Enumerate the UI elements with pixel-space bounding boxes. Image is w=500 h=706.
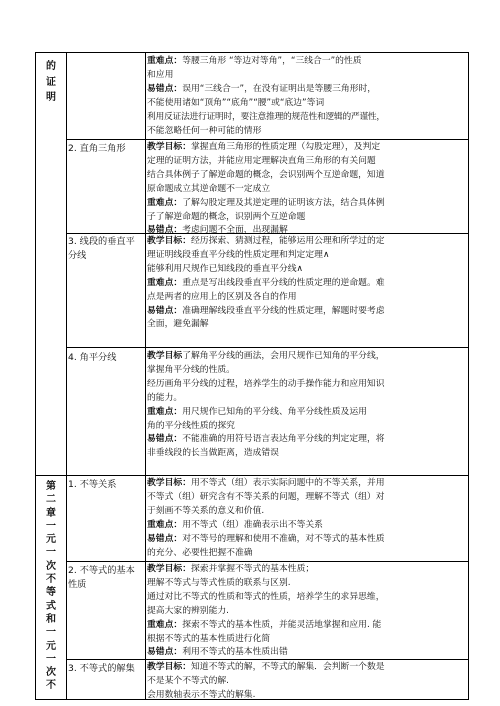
line-text: 理证明线段垂直平分线的性质定理和判定定理∧ [147,249,330,260]
chapter-character: 元 [46,640,56,652]
section-title-line: 2. 直角三角形 [68,143,126,154]
content-line [147,125,465,139]
line-text: 理解不等式与等式性质的联系与区别. [147,577,291,588]
line-text: 对不等号的理解和使用不准确，对不等式的基本性质 [182,533,385,544]
content-line [147,675,465,689]
content-line [147,577,465,591]
line-label: 重难点： [147,519,183,530]
line-label: 易错点： [147,533,183,544]
chapter-1-label [36,59,66,106]
section-title-line: 性质 [68,579,87,590]
section-title-line: 4. 角平分线 [68,352,117,363]
line-text: 定理的证明方法，并能应用定理解决直角三角形的有关问题 [147,155,376,166]
content-line [147,477,465,491]
content-line [147,97,465,111]
chapter-character: 等 [46,587,56,599]
content-line [147,111,465,125]
line-text: 准确理解线段垂直平分线的性质定理，解题时要考虑 [182,305,385,316]
chapter-character: 一 [46,520,56,532]
line-label: 教学目标： [147,564,191,574]
line-text: 知道不等式的解，不等式的解集．会判断一个数是 [191,662,385,672]
line-label: 易错点： [147,225,183,236]
chapter-character: 第 [46,481,56,492]
line-text: 用不等式（组）准确表示出不等关系 [182,519,323,530]
content-line [147,433,465,447]
content-line [147,378,465,392]
row-content [147,661,465,703]
line-text: 于刻画不等关系的意义和价值. [147,505,265,516]
content-line [147,533,465,547]
chapter-character: 明 [46,92,56,104]
chapter-character: 次 [46,560,56,572]
line-text: 误用“三线合一”，在没有证明出是等腰三角形时， [182,83,377,94]
line-text: 根据不等式的基本性质进行化简 [147,633,271,644]
line-text: 的能力。 [147,392,183,403]
chapter-divider [36,475,468,476]
line-text: 经历探索、猜测过程，能够运用公理和所学过的定 [191,236,385,246]
column-divider [66,53,67,699]
chapter-character: 一 [46,627,56,639]
line-label: 易错点： [147,305,183,316]
line-text: 用不等式（组）表示实际问题中的不等关系，并用 [191,478,385,488]
section-title-line: 2. 不等式的基本 [68,565,135,576]
content-line [147,633,465,647]
line-text: 子了解逆命题的概念，识别两个互逆命题 [147,211,306,222]
row-content [147,141,465,238]
chapter-2-label [36,480,66,693]
content-line [147,169,465,183]
row-divider [66,347,468,348]
line-text: 重点是写出线段垂直平分线的性质定理的逆命题。难 [182,277,385,288]
chapter-character: 和 [46,613,56,625]
line-text: 结合具体例子了解逆命题的概念，会识别两个互逆命题，知道 [147,169,385,180]
line-text: 用尺规作已知角的平分线、角平分线性质及运用 [182,406,367,417]
content-line [147,519,465,533]
line-text: 不是某个不等式的解. [147,675,229,686]
line-text: 经历画角平分线的过程，培养学生的动手操作能力和应用知识 [147,378,385,389]
line-label: 易错点： [147,83,183,94]
content-line [147,563,465,577]
section-title-line: 3. 线段的垂直平 [68,236,135,247]
curriculum-table [35,52,469,700]
line-text: 不等式（组）研究含有不等关系的问题，理解不等式（组）对 [147,491,385,502]
section-title-line: 1. 不等关系 [68,479,117,490]
chapter-character: 式 [46,600,56,612]
row-content [147,563,465,660]
line-text: 掌握直角三角形的性质定理（勾股定理），及判定 [191,142,381,152]
content-line [147,420,465,434]
line-label: 易错点： [147,434,183,445]
chapter-character: 不 [46,574,56,586]
content-line [147,392,465,406]
content-line [147,491,465,505]
line-text: 提高大家的辨别能力. [147,605,229,616]
line-text: 原命题成立其逆命题不一定成立 [147,183,271,194]
chapter-character: 二 [46,494,56,506]
content-line [147,83,465,97]
row-content [147,477,465,560]
content-line [147,350,465,364]
chapter-character: 次 [46,667,56,679]
line-text: 了解角平分线的画法，会用尺规作已知角的平分线， [182,351,385,361]
chapter-character: 元 [46,534,56,546]
line-label: 教学目标 [147,351,183,361]
content-line [147,183,465,197]
chapter-character: 一 [46,653,56,665]
content-line [147,364,465,378]
line-text: 利用不等式的基本性质出错 [182,647,288,658]
line-label: 重难点： [147,197,183,208]
row-content [147,55,465,138]
content-line [147,55,465,69]
chapter-character: 的 [46,61,56,72]
line-label: 重难点： [147,619,183,630]
chapter-character: 章 [46,507,56,519]
content-line [147,646,465,660]
line-text: 角的平分线性质的探究 [147,420,235,431]
line-text: 考虑问题不全面，出现漏解 [182,225,288,236]
row-content [147,350,465,461]
content-line [147,211,465,225]
line-text: 的充分、必要性把握不准确 [147,547,253,558]
line-label: 重难点： [147,56,183,66]
line-text: 掌握角平分线的性质。 [147,364,235,375]
content-line [147,447,465,461]
content-line [147,661,465,675]
line-text: 会用数轴表示不等式的解集. [147,689,256,700]
content-line [147,305,465,319]
row-divider [66,561,468,562]
row-content [147,235,465,332]
line-text: 探索不等式的基本性质，并能灵活地掌握和应用. 能 [182,619,382,630]
content-line [147,197,465,211]
line-text: 和应用 [147,69,174,80]
line-text: 非垂线段的长当做距离，造成错误 [147,448,279,459]
line-label: 易错点： [147,647,183,658]
content-line [147,505,465,519]
content-line [147,689,465,703]
chapter-character: 证 [46,76,56,88]
line-text: 利用反证法进行证明时，要注意推理的规范性和逻辑的严谨性， [147,111,385,122]
line-text: 全面，避免漏解 [147,319,209,330]
content-line [147,619,465,633]
row-divider [66,139,468,140]
chapter-character: 不 [46,680,56,692]
line-label: 教学目标： [147,662,191,672]
line-text: 通过对比不等式的性质和等式的性质，培养学生的求异思维， [147,591,385,602]
content-line [147,406,465,420]
content-line [147,291,465,305]
line-text: 不能准确的用符号语言表达角平分线的判定定理，将 [182,434,385,445]
line-text: 不能使用诸如“顶角”“底角”“腰”或“底边”等词 [147,97,325,108]
content-line [147,277,465,291]
line-label: 教学目标： [147,236,191,246]
content-line [147,155,465,169]
content-line [147,235,465,249]
content-line [147,141,465,155]
line-text: 不能忽略任何一种可能的情形 [147,125,262,136]
content-line [147,69,465,83]
line-label: 重难点： [147,277,183,288]
content-line [147,249,465,263]
line-text: 了解勾股定理及其逆定理的证明该方法，结合具体例 [182,197,385,208]
line-text: 能够利用尺规作已知线段的垂直平分线∧ [147,263,303,274]
content-line [147,263,465,277]
line-text: 等腰三角形 “等边对等角”，“三线合一”的性质 [182,56,362,66]
line-text: 探索并掌握不等式的基本性质； [191,564,315,574]
content-line [147,318,465,332]
content-line [147,547,465,561]
line-label: 重难点： [147,406,183,417]
line-label: 教学目标： [147,142,191,152]
chapter-character: 一 [46,547,56,559]
section-title-line: 分线 [68,250,87,261]
content-line [147,605,465,619]
line-text: 点是两者的应用上的区别及各自的作用 [147,291,297,302]
content-line [147,591,465,605]
line-label: 教学目标： [147,478,191,488]
section-title-line: 3. 不等式的解集 [68,663,135,674]
